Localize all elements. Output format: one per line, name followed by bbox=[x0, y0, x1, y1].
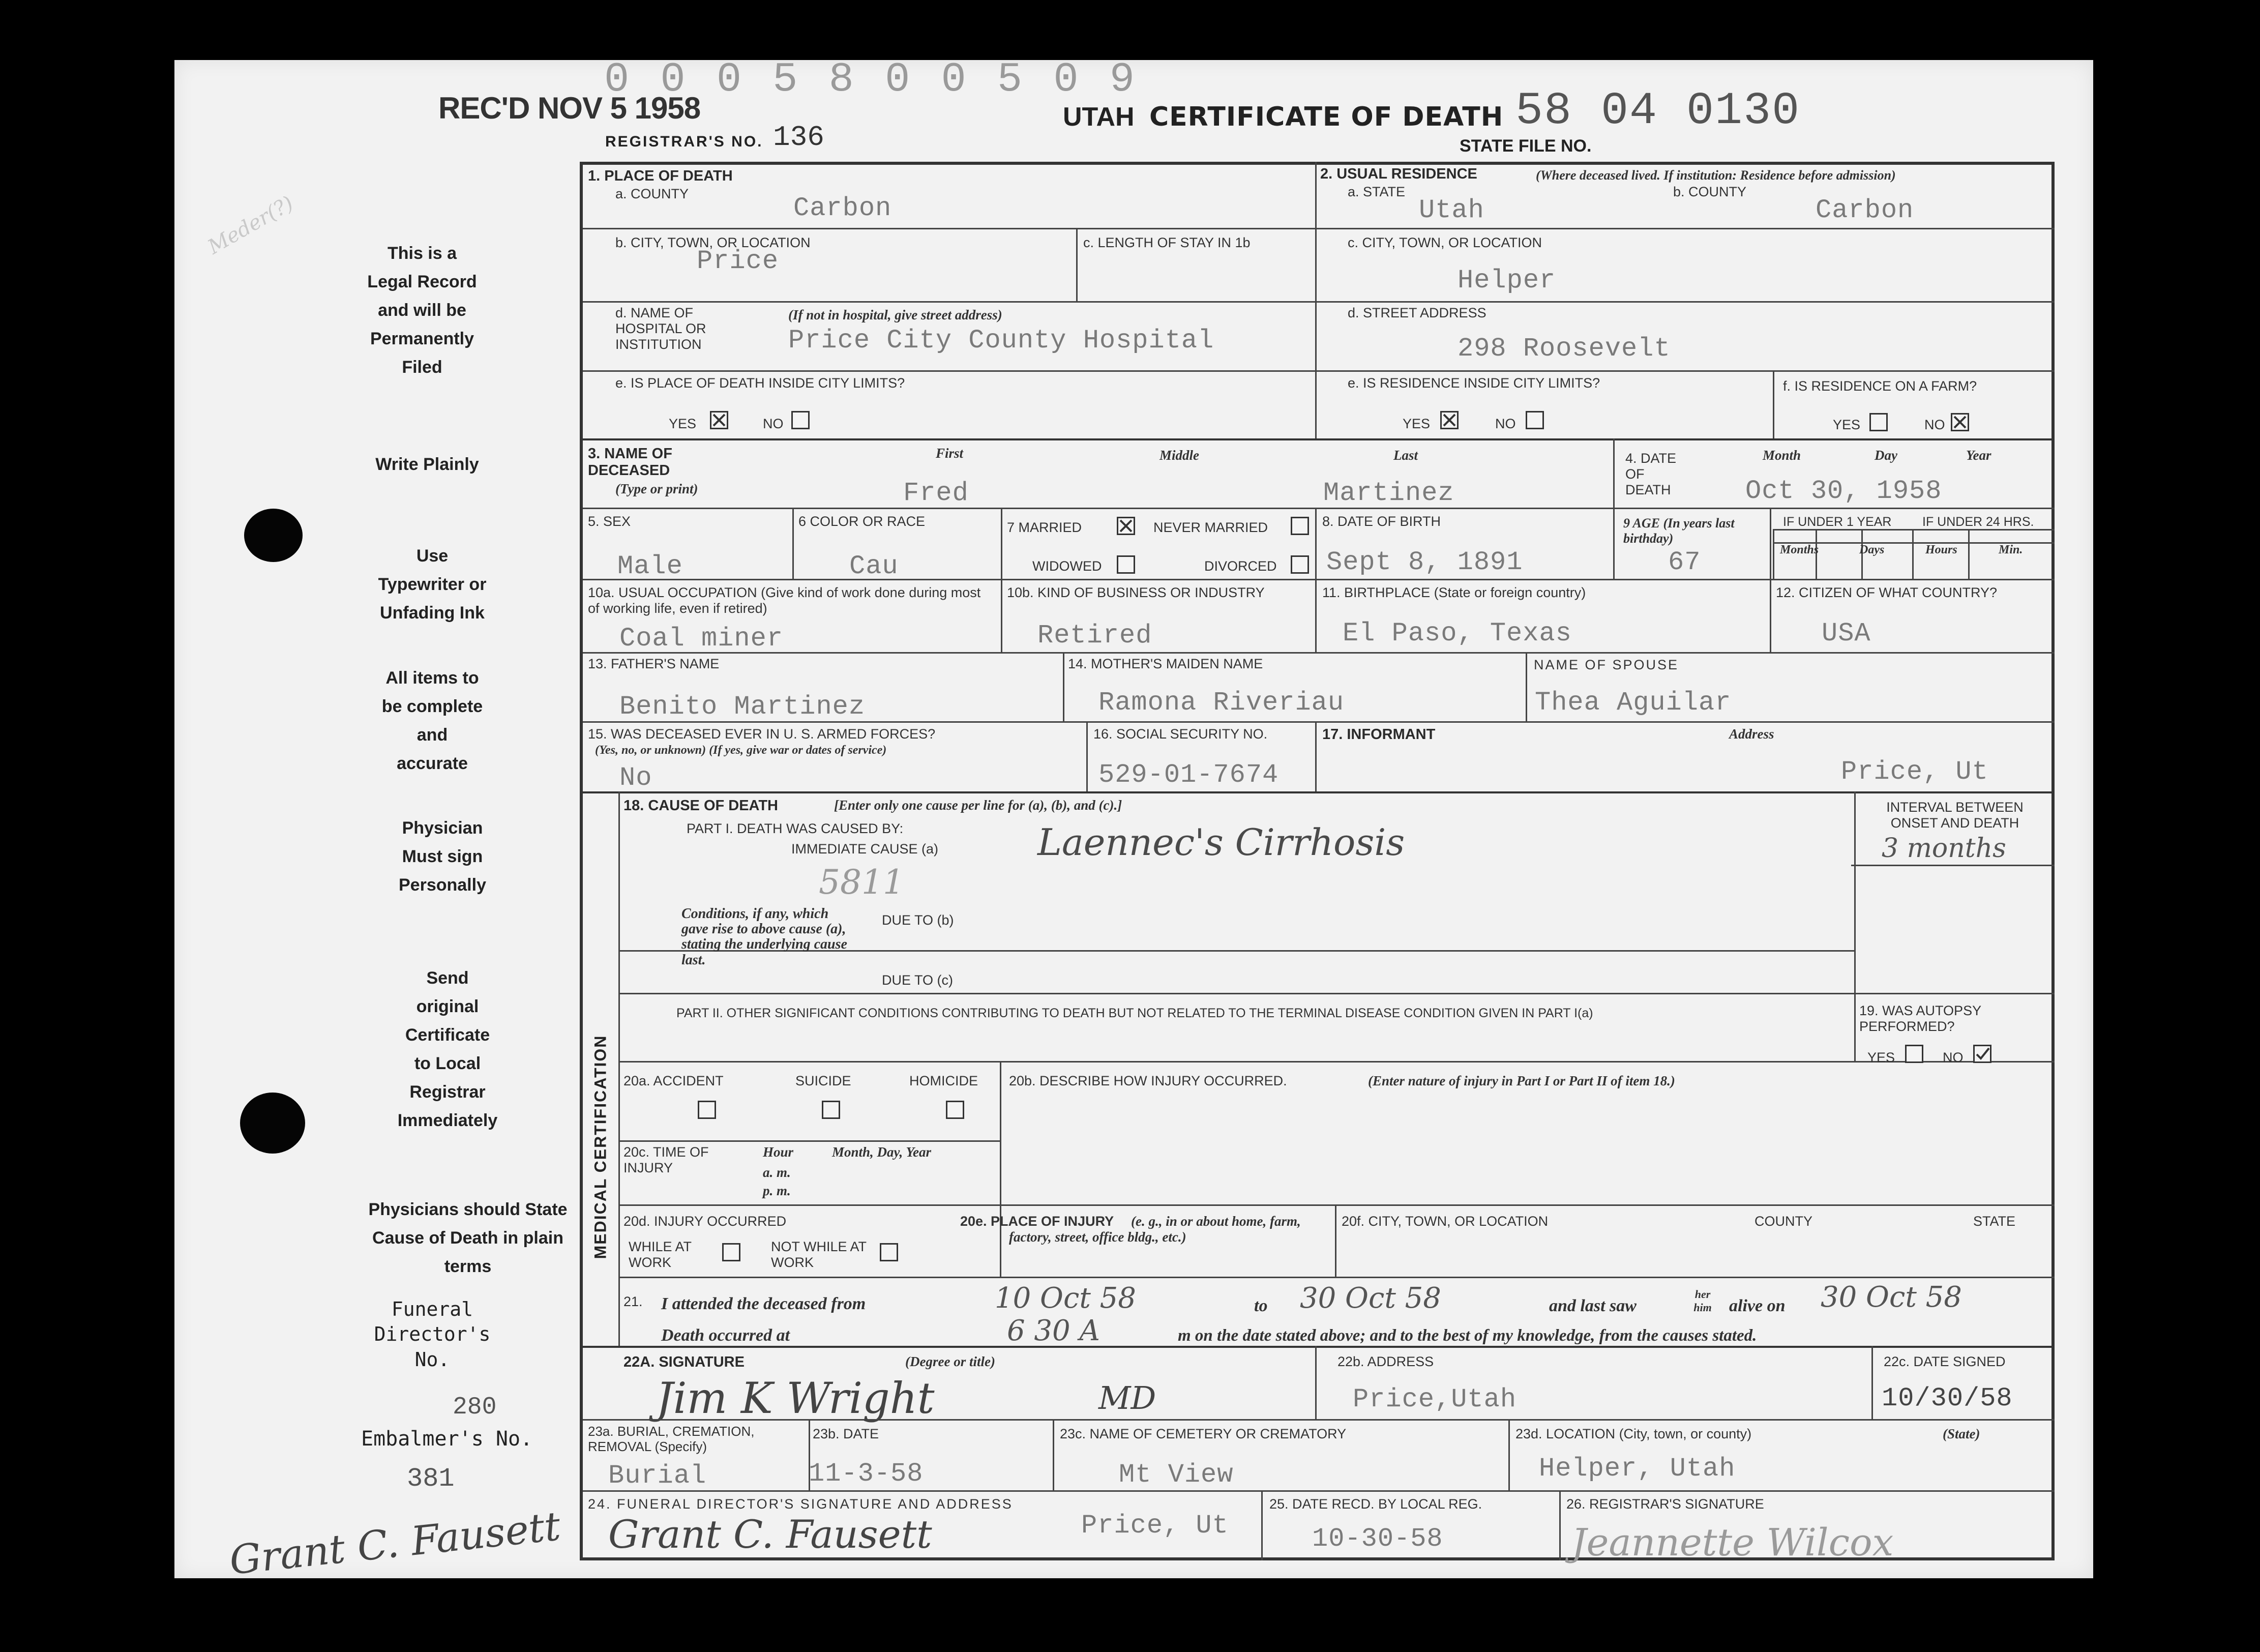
armed-forces-label: 15. WAS DECEASED EVER IN U. S. ARMED FORCES? bbox=[588, 726, 936, 742]
days-label: Days bbox=[1859, 543, 1885, 556]
physician-address: Price,Utah bbox=[1353, 1384, 1517, 1414]
immediate-cause: Laennec's Cirrhosis bbox=[1037, 821, 1405, 864]
hours-label: Hours bbox=[1925, 543, 1957, 556]
occupation-label: 10a. USUAL OCCUPATION (Give kind of work done during most of working life, even if retired) bbox=[588, 585, 981, 616]
cause-label: 18. CAUSE OF DEATH bbox=[623, 798, 779, 814]
part1-label: PART I. DEATH WAS CAUSED BY: bbox=[687, 821, 904, 836]
funeral-director-address: Price, Ut bbox=[1081, 1511, 1229, 1541]
res-street-label: d. STREET ADDRESS bbox=[1348, 305, 1486, 320]
cemetery-label: 23c. NAME OF CEMETERY OR CREMATORY bbox=[1060, 1426, 1347, 1441]
registrar-signature: Jeannette Wilcox bbox=[1571, 1521, 1894, 1565]
married-checkbox[interactable] bbox=[1117, 517, 1135, 535]
burial-state-label: (State) bbox=[1943, 1426, 1980, 1441]
res-city: Helper bbox=[1458, 266, 1556, 296]
injury-state-label: STATE bbox=[1973, 1214, 2016, 1229]
alive-on-text: alive on bbox=[1729, 1296, 1786, 1315]
am-label: a. m. bbox=[763, 1165, 791, 1180]
res-farm-no-checkbox[interactable] bbox=[1951, 413, 1969, 431]
autopsy-yes-checkbox[interactable] bbox=[1905, 1045, 1923, 1063]
sex: Male bbox=[617, 551, 683, 581]
burial-location: Helper, Utah bbox=[1539, 1454, 1736, 1484]
autopsy-yes-label: YES bbox=[1867, 1050, 1895, 1065]
pod-inside-yes-label: YES bbox=[669, 416, 697, 431]
title-prefix: UTAH bbox=[1063, 102, 1135, 132]
pod-hospital-note: (If not in hospital, give street address) bbox=[788, 307, 1002, 322]
pod-city: Price bbox=[697, 246, 779, 276]
pod-county-label: a. COUNTY bbox=[615, 186, 689, 201]
injury-city-label: 20f. CITY, TOWN, OR LOCATION bbox=[1342, 1214, 1549, 1229]
residence-label: 2. USUAL RESIDENCE bbox=[1320, 166, 1477, 182]
pod-county: Carbon bbox=[793, 193, 892, 223]
registrar-signature-label: 26. REGISTRAR'S SIGNATURE bbox=[1566, 1496, 1764, 1512]
spouse-name: Thea Aguilar bbox=[1535, 688, 1732, 718]
married-label: 7 MARRIED bbox=[1007, 520, 1082, 535]
due-to-b-label: DUE TO (b) bbox=[882, 912, 954, 928]
margin-write-plainly: Write Plainly bbox=[375, 455, 479, 474]
autopsy-no-checkbox[interactable] bbox=[1973, 1045, 1991, 1063]
physician-degree: MD bbox=[1098, 1379, 1156, 1417]
date-received: 10-30-58 bbox=[1312, 1524, 1443, 1554]
pm-label: p. m. bbox=[763, 1183, 791, 1198]
widowed-label: WIDOWED bbox=[1032, 558, 1102, 574]
armed-forces: No bbox=[619, 763, 652, 793]
not-while-at-work-checkbox[interactable] bbox=[880, 1243, 898, 1261]
not-while-at-work-label: NOT WHILE AT WORK bbox=[771, 1239, 867, 1271]
never-married-label: NEVER MARRIED bbox=[1153, 520, 1268, 535]
accident-label: 20a. ACCIDENT bbox=[623, 1073, 724, 1088]
embalmer-no: 381 bbox=[407, 1464, 455, 1494]
father-name: Benito Martinez bbox=[619, 692, 866, 722]
middle-label: Middle bbox=[1159, 448, 1199, 463]
day-label: Day bbox=[1875, 448, 1897, 463]
suicide-label: SUICIDE bbox=[795, 1073, 851, 1088]
res-county-label: b. COUNTY bbox=[1673, 184, 1747, 199]
ssn: 529-01-7674 bbox=[1098, 760, 1279, 790]
res-inside-no-checkbox[interactable] bbox=[1526, 411, 1544, 429]
margin-funeral-label: Funeral Director's No. bbox=[374, 1298, 491, 1371]
margin-physician-sign: Physician Must sign Personally bbox=[399, 818, 486, 895]
spouse-label: NAME OF SPOUSE bbox=[1534, 657, 1679, 672]
res-county: Carbon bbox=[1816, 195, 1914, 225]
perforated-number: 0 0 0 5 8 0 0 5 0 9 bbox=[604, 56, 1138, 103]
deceased-name-label: 3. NAME OF DECEASED bbox=[588, 446, 672, 479]
to-text: to bbox=[1254, 1296, 1268, 1315]
embalmer-signature: Grant C. Fausett bbox=[227, 1503, 563, 1584]
deceased-name-note: (Type or print) bbox=[615, 481, 698, 496]
interval-label: INTERVAL BETWEEN ONSET AND DEATH bbox=[1886, 800, 2024, 831]
place-of-death-label: 1. PLACE OF DEATH bbox=[588, 168, 733, 184]
pod-city-label: b. CITY, TOWN, OR LOCATION bbox=[615, 235, 811, 250]
hour-label: Hour bbox=[763, 1144, 794, 1160]
pod-inside-no-label: NO bbox=[763, 416, 784, 431]
res-inside-label: e. IS RESIDENCE INSIDE CITY LIMITS? bbox=[1348, 375, 1600, 391]
birthplace-label: 11. BIRTHPLACE (State or foreign country) bbox=[1322, 585, 1586, 600]
informant-address: Price, Ut bbox=[1841, 757, 1988, 787]
race: Cau bbox=[849, 551, 899, 581]
burial-date: 11-3-58 bbox=[809, 1459, 924, 1489]
res-state-label: a. STATE bbox=[1348, 184, 1406, 199]
race-label: 6 COLOR OR RACE bbox=[798, 514, 926, 529]
due-to-c-label: DUE TO (c) bbox=[882, 972, 954, 988]
date-signed: 10/30/58 bbox=[1882, 1383, 2013, 1413]
res-farm-no-label: NO bbox=[1924, 417, 1945, 432]
birthplace: El Paso, Texas bbox=[1343, 618, 1572, 648]
first-label: First bbox=[936, 446, 964, 461]
margin-send-original: Send original Certificate to Local Registrar Immediately bbox=[397, 968, 498, 1131]
death-occurred-text: Death occurred at bbox=[661, 1326, 790, 1345]
res-inside-yes-checkbox[interactable] bbox=[1440, 411, 1459, 429]
item-21-label: 21. bbox=[623, 1294, 643, 1309]
funeral-director-no: 280 bbox=[453, 1394, 497, 1421]
citizen-label: 12. CITIZEN OF WHAT COUNTRY? bbox=[1776, 585, 1998, 600]
homicide-checkbox[interactable] bbox=[946, 1101, 964, 1119]
burial-method: Burial bbox=[608, 1461, 707, 1491]
describe-injury-note: (Enter nature of injury in Part I or Part II of item 18.) bbox=[1368, 1073, 1675, 1088]
physician-address-label: 22b. ADDRESS bbox=[1337, 1354, 1434, 1369]
res-state: Utah bbox=[1419, 195, 1484, 225]
informant-label: 17. INFORMANT bbox=[1322, 726, 1436, 743]
res-inside-no-label: NO bbox=[1495, 416, 1516, 431]
medical-certification-label: MEDICAL CERTIFICATION bbox=[591, 1035, 610, 1259]
deceased-last-name: Martinez bbox=[1323, 478, 1454, 508]
ssn-label: 16. SOCIAL SECURITY NO. bbox=[1093, 726, 1268, 742]
pencil-note: Meder(?) bbox=[203, 191, 298, 259]
pod-inside-no-checkbox[interactable] bbox=[791, 411, 810, 429]
registrars-no-label: REGISTRAR'S NO. bbox=[605, 133, 763, 150]
last-label: Last bbox=[1393, 448, 1418, 463]
date-of-death: Oct 30, 1958 bbox=[1745, 476, 1942, 506]
registrars-no: 136 bbox=[773, 121, 824, 154]
immediate-cause-label: IMMEDIATE CAUSE (a) bbox=[791, 841, 939, 857]
part2-label: PART II. OTHER SIGNIFICANT CONDITIONS CONTRIBUTING TO DEATH BUT NOT RELATED TO THE TERMINAL DISEASE CONDITION GIVEN IN PART I(a) bbox=[676, 1006, 1593, 1020]
attended-from: 10 Oct 58 bbox=[995, 1282, 1136, 1315]
attended-to: 30 Oct 58 bbox=[1300, 1282, 1441, 1315]
place-of-injury-label: 20e. PLACE OF INJURY bbox=[960, 1214, 1114, 1229]
dob-label: 8. DATE OF BIRTH bbox=[1322, 514, 1441, 529]
mother-name: Ramona Riveriau bbox=[1098, 688, 1345, 718]
time-of-death: 6 30 A bbox=[1007, 1314, 1100, 1347]
injury-occurred-label: 20d. INJURY OCCURRED bbox=[623, 1214, 787, 1229]
res-farm-yes-checkbox[interactable] bbox=[1869, 413, 1888, 431]
burial-date-label: 23b. DATE bbox=[813, 1426, 879, 1441]
age: 67 bbox=[1668, 547, 1701, 577]
margin-physicians-cause: Physicians should State Cause of Death in plain terms bbox=[368, 1200, 568, 1277]
cemetery: Mt View bbox=[1119, 1460, 1234, 1490]
homicide-label: HOMICIDE bbox=[909, 1073, 978, 1088]
res-street: 298 Roosevelt bbox=[1458, 334, 1671, 364]
punch-hole-top bbox=[244, 509, 303, 562]
res-farm-label: f. IS RESIDENCE ON A FARM? bbox=[1783, 378, 1977, 394]
time-of-injury-label: 20c. TIME OF INJURY bbox=[623, 1144, 709, 1176]
res-farm-yes-label: YES bbox=[1833, 417, 1861, 432]
degree-label: (Degree or title) bbox=[905, 1354, 995, 1369]
margin-legal-record: This is a Legal Record and will be Permanently Filed bbox=[367, 244, 477, 377]
mother-label: 14. MOTHER'S MAIDEN NAME bbox=[1068, 656, 1263, 671]
date-received-label: 25. DATE RECD. BY LOCAL REG. bbox=[1269, 1496, 1482, 1512]
physician-signature: Jim K Wright bbox=[656, 1373, 935, 1423]
date-of-birth: Sept 8, 1891 bbox=[1326, 547, 1523, 577]
pod-stay-label: c. LENGTH OF STAY IN 1b bbox=[1083, 235, 1251, 250]
year-label: Year bbox=[1966, 448, 1991, 463]
accident-checkbox[interactable] bbox=[698, 1101, 716, 1119]
state-file-label: STATE FILE NO. bbox=[1460, 136, 1592, 156]
divorced-label: DIVORCED bbox=[1204, 558, 1277, 574]
interval: 3 months bbox=[1882, 833, 2006, 864]
autopsy-label: 19. WAS AUTOPSY PERFORMED? bbox=[1859, 1003, 1981, 1035]
residence-note: (Where deceased lived. If institution: Residence before admission) bbox=[1536, 168, 1896, 183]
months-label: Months bbox=[1780, 543, 1819, 556]
citizen: USA bbox=[1822, 618, 1871, 648]
statement-text: m on the date stated above; and to the best of my knowledge, from the causes stated. bbox=[1178, 1326, 1757, 1345]
min-label: Min. bbox=[1999, 543, 2023, 556]
embalmer-label: Embalmer's No. bbox=[361, 1427, 533, 1451]
res-inside-yes-label: YES bbox=[1403, 416, 1431, 431]
punch-hole-bottom bbox=[240, 1093, 305, 1154]
under-year-label: IF UNDER 1 YEAR bbox=[1783, 515, 1892, 529]
injury-county-label: COUNTY bbox=[1755, 1214, 1812, 1229]
divorced-checkbox[interactable] bbox=[1291, 555, 1309, 574]
certificate-title: CERTIFICATE OF DEATH bbox=[1149, 102, 1504, 132]
while-at-work-checkbox[interactable] bbox=[722, 1243, 740, 1261]
conditions-note: Conditions, if any, which gave rise to above cause (a), stating the underlying cause last. bbox=[681, 906, 847, 968]
burial-location-label: 23d. LOCATION (City, town, or county) bbox=[1515, 1426, 1752, 1441]
under-day-label: IF UNDER 24 HRS. bbox=[1922, 515, 2034, 529]
him-her: her him bbox=[1693, 1288, 1712, 1314]
mdy-label: Month, Day, Year bbox=[832, 1144, 932, 1160]
occupation: Coal miner bbox=[619, 624, 784, 654]
business: Retired bbox=[1037, 621, 1152, 651]
burial-label: 23a. BURIAL, CREMATION, REMOVAL (Specify) bbox=[588, 1424, 755, 1454]
pod-inside-label: e. IS PLACE OF DEATH INSIDE CITY LIMITS? bbox=[615, 375, 905, 391]
signature-label: 22A. SIGNATURE bbox=[623, 1354, 745, 1370]
funeral-director-label: 24. FUNERAL DIRECTOR'S SIGNATURE AND ADDRESS bbox=[588, 1496, 1013, 1512]
pod-inside-yes-checkbox[interactable] bbox=[710, 411, 728, 429]
alive-on: 30 Oct 58 bbox=[1821, 1281, 1962, 1314]
margin-complete: All items to be complete and accurate bbox=[381, 668, 483, 774]
never-married-checkbox[interactable] bbox=[1291, 517, 1309, 535]
attended-text: I attended the deceased from bbox=[661, 1294, 866, 1313]
received-stamp: REC'D NOV 5 1958 bbox=[438, 91, 701, 125]
while-at-work-label: WHILE AT WORK bbox=[629, 1239, 692, 1271]
age-label: 9 AGE (In years last birthday) bbox=[1623, 516, 1735, 546]
informant-address-label: Address bbox=[1729, 726, 1774, 742]
cause-instruction: [Enter only one cause per line for (a), (b), and (c).] bbox=[834, 798, 1122, 813]
place-of-injury-note: (e. g., in or about home, farm, factory, street, office bldg., etc.) bbox=[1009, 1214, 1301, 1245]
margin-typewriter: Use Typewriter or Unfading Ink bbox=[378, 546, 487, 623]
pod-hospital: Price City County Hospital bbox=[788, 326, 1214, 356]
last-saw-text: and last saw bbox=[1549, 1296, 1637, 1315]
describe-injury-label: 20b. DESCRIBE HOW INJURY OCCURRED. bbox=[1009, 1073, 1287, 1088]
funeral-director-signature: Grant C. Fausett bbox=[608, 1512, 932, 1557]
cause-code: 5811 bbox=[819, 863, 904, 902]
business-label: 10b. KIND OF BUSINESS OR INDUSTRY bbox=[1007, 585, 1265, 600]
widowed-checkbox[interactable] bbox=[1117, 555, 1135, 574]
father-label: 13. FATHER'S NAME bbox=[588, 656, 720, 671]
sex-label: 5. SEX bbox=[588, 514, 631, 529]
state-file-number: 58 04 0130 bbox=[1515, 85, 1801, 137]
deceased-first-name: Fred bbox=[903, 478, 969, 508]
suicide-checkbox[interactable] bbox=[822, 1101, 840, 1119]
date-of-death-label: 4. DATE OF DEATH bbox=[1625, 451, 1677, 498]
date-signed-label: 22c. DATE SIGNED bbox=[1884, 1354, 2006, 1369]
month-label: Month bbox=[1763, 448, 1801, 463]
pod-hospital-label: d. NAME OF HOSPITAL OR INSTITUTION bbox=[615, 305, 706, 352]
res-city-label: c. CITY, TOWN, OR LOCATION bbox=[1348, 235, 1542, 250]
autopsy-no-label: NO bbox=[1943, 1050, 1964, 1065]
armed-forces-note: (Yes, no, or unknown) (If yes, give war or dates of service) bbox=[595, 744, 887, 757]
